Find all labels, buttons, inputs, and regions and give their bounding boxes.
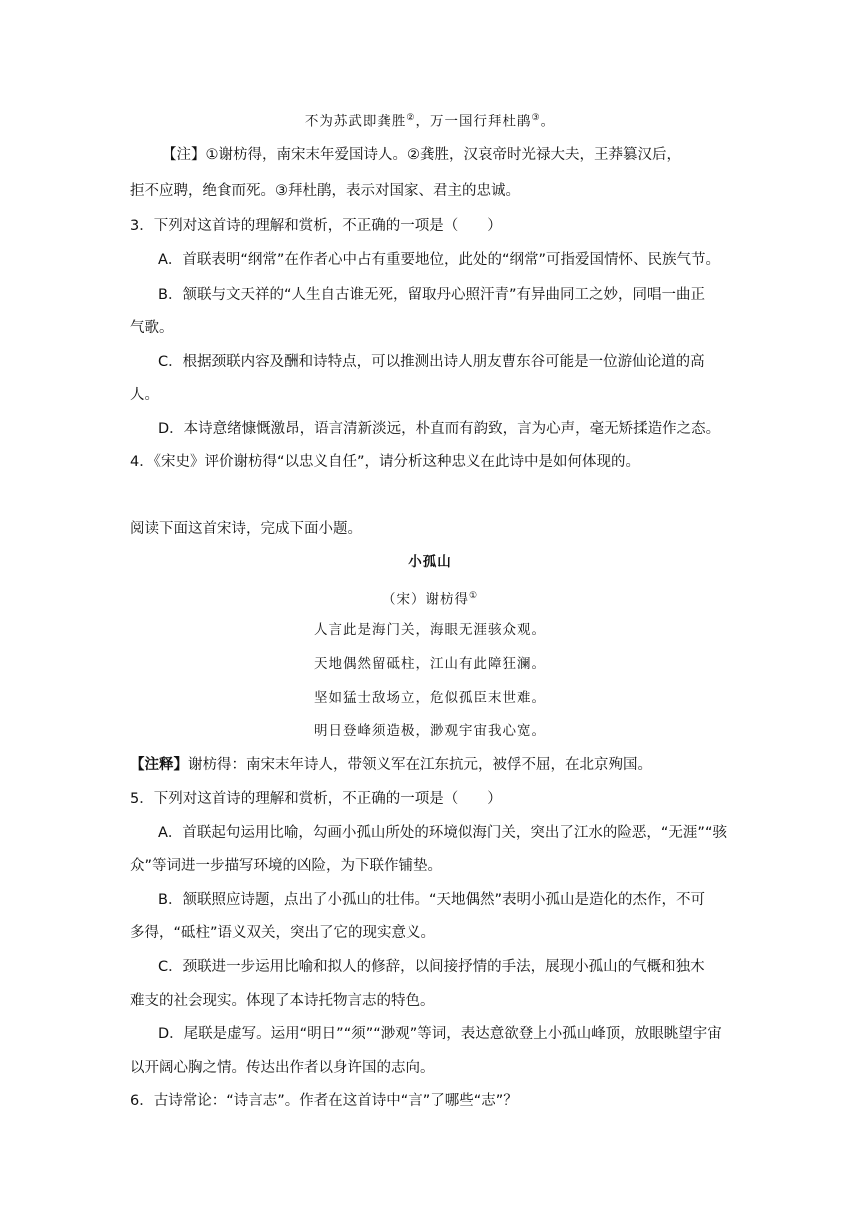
q5-option-d-line1: D．尾联是虚写。运用“明日”“须”“渺观”等词，表达意欲登上小孤山峰顶，放眼眺望宇宙 [158, 1026, 722, 1042]
q3-option-c-line1: C．根据颈联内容及酬和诗特点，可以推测出诗人朋友曹东谷可能是一位游仙论道的高 [158, 354, 705, 370]
poem-text: ，万一国行拜杜鹃 [415, 113, 532, 130]
q3-option-b-line2: 气歌。 [130, 320, 174, 336]
poem2-line-4: 明日登峰须造极，渺观宇宙我心宽。 [314, 723, 546, 739]
poem2-author: （宋）谢枋得 [381, 591, 469, 608]
q3-option-a: A．首联表明“纲常”在作者心中占有重要地位，此处的“纲常”可指爱国情怀、民族气节。 [158, 252, 720, 268]
note1-line1: 【注】①谢枋得，南宋末年爱国诗人。②龚胜，汉哀帝时光禄大夫，王莽篡汉后， [162, 147, 681, 163]
q5-option-c-line1: C．颈联进一步运用比喻和拟人的修辞，以间接抒情的手法，展现小孤山的气概和独木 [158, 959, 705, 975]
poem2-note [130, 755, 652, 775]
q5-option-a-line1: A．首联起句运用比喻，勾画小孤山所处的环境似海门关，突出了江水的险恶，“无涯”“骇 [158, 825, 727, 841]
poem2-line-1: 人言此是海门关，海眼无涯骇众观。 [314, 622, 546, 638]
q5-option-c-line2: 难支的社会现实。体现了本诗托物言志的特色。 [130, 993, 435, 1009]
q5-option-b-line1: B．颔联照应诗题，点出了小孤山的壮伟。“天地偶然”表明小孤山是造化的杰作，不可 [158, 892, 705, 908]
poem2-line-2: 天地偶然留砥柱，江山有此障狂澜。 [314, 656, 546, 672]
note1-line2: 拒不应聘，绝食而死。③拜杜鹃，表示对国家、君主的忠诚。 [130, 183, 520, 199]
poem-text: 不为苏武即龚胜 [304, 113, 407, 130]
footnote-mark: ① [468, 591, 479, 601]
note-label: 【注释】 [130, 757, 188, 773]
q3-option-b-line1: B．颔联与文天祥的“人生自古谁无死，留取丹心照汗青”有异曲同工之妙，同唱一曲正 [158, 287, 705, 303]
poem-text: 。 [540, 113, 556, 130]
footnote-mark: ③ [531, 113, 541, 123]
question-5-stem: 5．下列对这首诗的理解和赏析，不正确的一项是（ ） [130, 791, 502, 807]
poem1-last-line [0, 108, 860, 132]
q5-option-d-line2: 以开阔心胸之情。传达出作者以身许国的志向。 [130, 1060, 435, 1076]
note-text: 谢枋得：南宋末年诗人，带领义军在江东抗元，被俘不屈，在北京殉国。 [188, 757, 652, 773]
poem2-title: 小孤山 [408, 554, 452, 570]
q5-option-b-line2: 多得，“砥柱”语义双关，突出了它的现实意义。 [130, 925, 436, 941]
question-3-stem: 3．下列对这首诗的理解和赏析，不正确的一项是（ ） [130, 218, 502, 234]
question-4-stem: 4．《宋史》评价谢枋得“以忠义自任”，请分析这种忠义在此诗中是如何体现的。 [130, 454, 640, 470]
poem2-author-line [0, 586, 860, 610]
poem2-line-3: 坚如猛士敌场立，危似孤臣末世难。 [314, 690, 546, 706]
q3-option-c-line2: 人。 [130, 387, 159, 403]
q3-option-d: D．本诗意绪慷慨激昂，语言清新淡远，朴直而有韵致，言为心声，毫无矫揉造作之态。 [158, 421, 721, 437]
question-6-stem: 6．古诗常论：“诗言志”。作者在这首诗中“言”了哪些“志”？ [130, 1093, 518, 1109]
section2-intro: 阅读下面这首宋诗，完成下面小题。 [130, 521, 362, 537]
footnote-mark: ② [406, 113, 416, 123]
q5-option-a-line2: 众”等词进一步描写环境的凶险，为下联作铺垫。 [130, 858, 443, 874]
